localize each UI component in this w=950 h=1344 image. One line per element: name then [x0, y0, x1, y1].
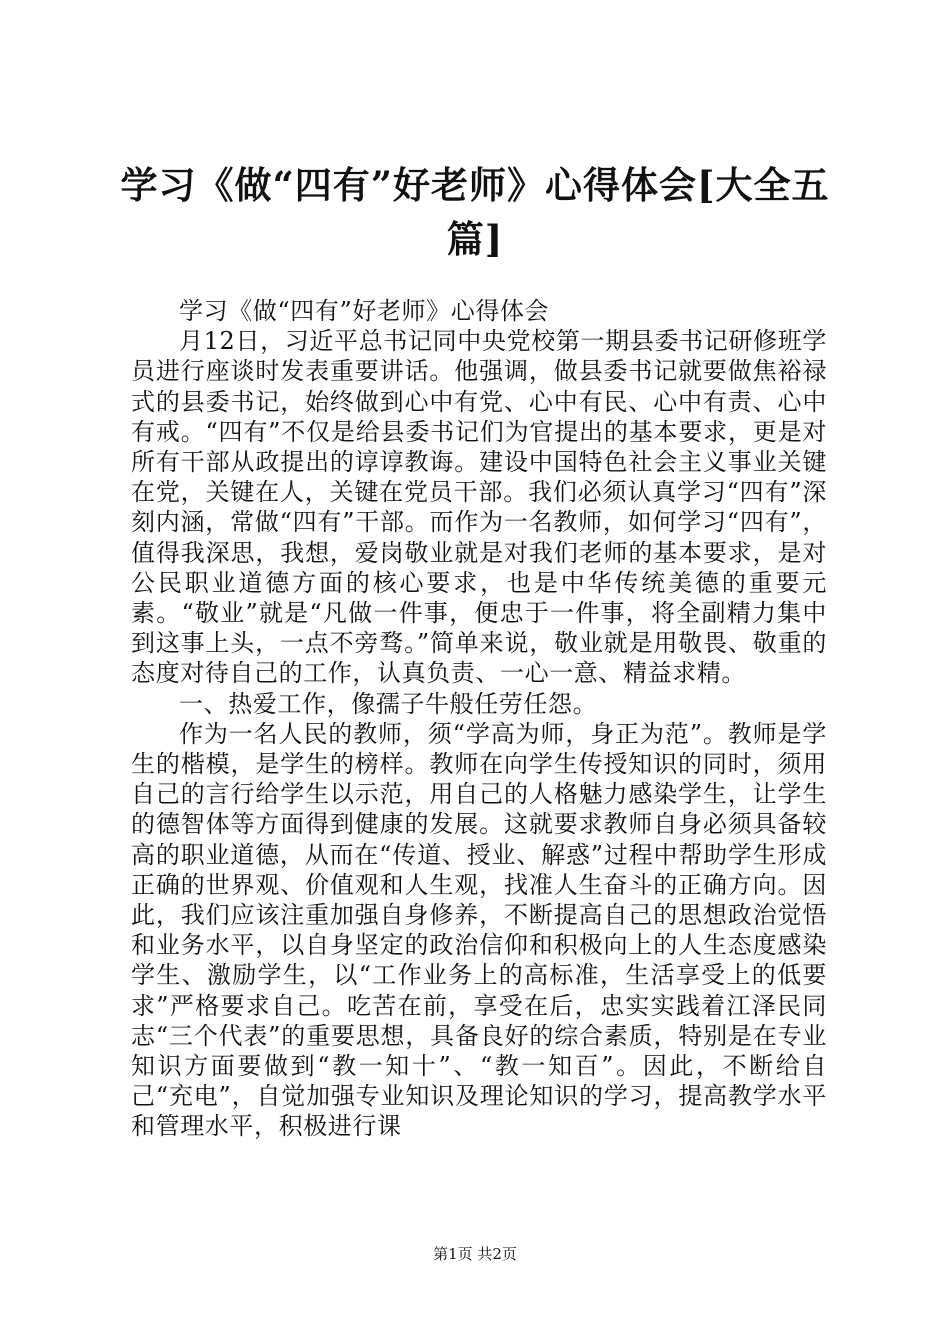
page-footer: 第1页 共2页 — [433, 1245, 517, 1263]
body-paragraph: 作为一名人民的教师，须“学高为师，身正为范”。教师是学生的楷模，是学生的榜样。教师在向学生传授知识的同时，须用自己的言行给学生以示范，用自己的人格魅力感染学生，让学生的德智体等方面得到健康的发展。这就要求教师自身必须具备较高的职业道德，从而在“传道、授业、解惑”过程中帮助学生形成正确的世界观、价值观和人生观，找准人生奋斗的正确方向。因此，我们应该注重加强自身修养，不断提高自己的思想政治觉悟和业务水平，以自身坚定的政治信仰和积极向上的人生态度感染学生、激励学生，以“工作业务上的高标准，生活享受上的低要求”严格要求自己。吃苦在前，享受在后，忠实实践着江泽民同志“三个代表”的重要思想，具备良好的综合素质，特别是在专业知识方面要做到“教一知十”、“教一知百”。因此，不断给自己“充电”，自觉加强专业知识及理论知识的学习，提高教学水平和管理水平，积极进行课 — [131, 719, 827, 1141]
subtitle-paragraph: 学习《做“四有”好老师》心得体会 — [179, 297, 550, 325]
body-paragraph: 月12日，习近平总书记同中央党校第一期县委书记研修班学员进行座谈时发表重要讲话。他强调，做县委书记就要做焦裕禄式的县委书记，始终做到心中有党、心中有民、心中有责、心中有戒。“四有”不仅是给县委书记们为官提出的基本要求，更是对所有干部从政提出的谆谆教诲。建设中国特色社会主义事业关键在党，关键在人，关键在党员干部。我们必须认真学习“四有”深刻内涵，常做“四有”干部。而作为一名教师，如何学习“四有”，值得我深思，我想，爱岗敬业就是对我们老师的基本要求，是对公民职业道德方面的核心要求，也是中华传统美德的重要元素。“敬业”就是“凡做一件事，便忠于一件事，将全副精力集中到这事上头，一点不旁骛。”简单来说，敬业就是用敬畏、敬重的态度对待自己的工作，认真负责、一心一意、精益求精。 — [131, 327, 827, 688]
document-title: 学习《做“四有”好老师》心得体会[大全五篇] — [120, 163, 830, 261]
section-heading: 一、热爱工作，像孺子牛般任劳任怨。 — [179, 689, 598, 718]
document-body — [131, 296, 827, 1142]
